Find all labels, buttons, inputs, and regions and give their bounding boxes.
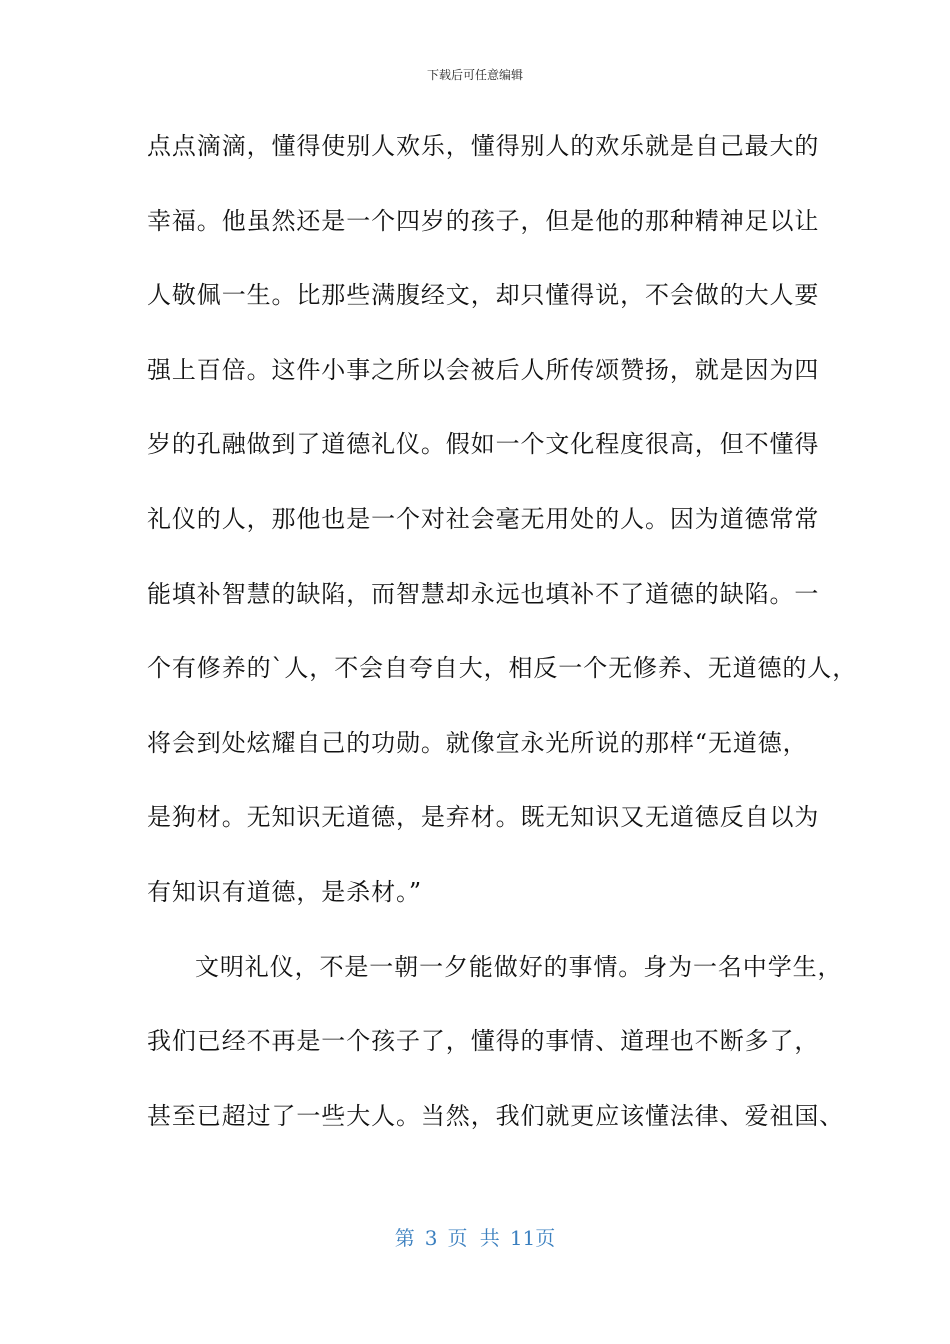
text-line: 幸福。他虽然还是一个四岁的孩子，但是他的那种精神足以让 bbox=[147, 206, 820, 235]
text-line: 岁的孔融做到了道德礼仪。假如一个文化程度很高，但不懂得 bbox=[147, 430, 820, 459]
paragraph-start-line: 文明礼仪，不是一朝一夕能做好的事情。身为一名中学生， bbox=[195, 952, 843, 981]
text-line: 礼仪的人，那他也是一个对社会毫无用处的人。因为道德常常 bbox=[147, 504, 820, 533]
document-body bbox=[147, 118, 858, 1162]
footer-prefix: 第 bbox=[394, 1226, 415, 1250]
current-page-number: 3 bbox=[424, 1226, 438, 1250]
text-line: 甚至已超过了一些大人。当然，我们就更应该懂法律、爱祖国、 bbox=[147, 1101, 845, 1130]
text-line: 点点滴滴，懂得使别人欢乐，懂得别人的欢乐就是自己最大的 bbox=[147, 132, 820, 160]
text-line: 个有修养的`人，不会自夸自大，相反一个无修养、无道德的人， bbox=[147, 654, 858, 683]
text-line: 有知识有道德，是杀材。” bbox=[147, 877, 423, 906]
text-line: 我们已经不再是一个孩子了，懂得的事情、道理也不断多了， bbox=[147, 1027, 820, 1056]
text-line: 强上百倍。这件小事之所以会被后人所传颂赞扬，就是因为四 bbox=[147, 355, 820, 384]
text-line: 人敬佩一生。比那些满腹经文，却只懂得说，不会做的大人要 bbox=[147, 281, 820, 310]
text-line: 将会到处炫耀自己的功勋。就像宣永光所说的那样“无道德， bbox=[147, 728, 808, 757]
page-footer bbox=[0, 1224, 950, 1252]
page-header: 下载后可任意编辑 bbox=[426, 68, 523, 82]
total-pages: 11页 bbox=[509, 1226, 556, 1250]
footer-middle: 页 共 bbox=[447, 1226, 500, 1250]
text-line: 能填补智慧的缺陷，而智慧却永远也填补不了道德的缺陷。一 bbox=[147, 579, 820, 608]
text-line: 是狗材。无知识无道德，是弃材。既无知识又无道德反自以为 bbox=[147, 803, 820, 832]
